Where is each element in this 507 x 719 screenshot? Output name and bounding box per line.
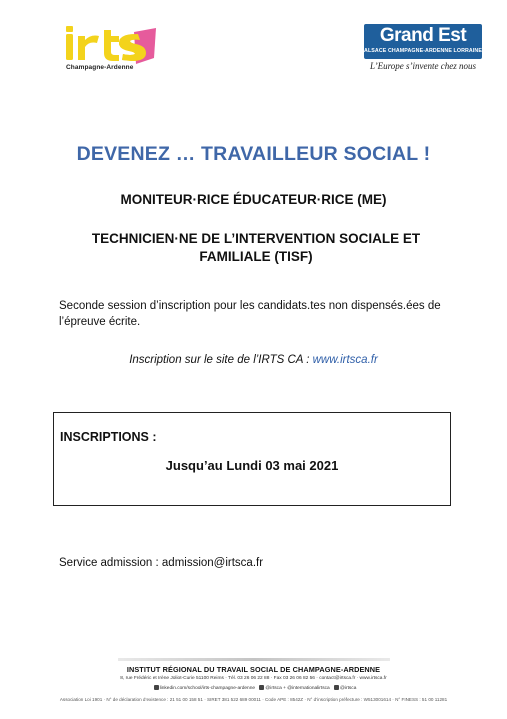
- grandest-region: ALSACE CHAMPAGNE-ARDENNE LORRAINE: [364, 48, 482, 54]
- inscriptions-box: [53, 412, 451, 506]
- footer-title: INSTITUT RÉGIONAL DU TRAVAIL SOCIAL DE CHAMPAGNE-ARDENNE: [126, 665, 381, 674]
- session-text: Seconde session d’inscription pour les candidats.tes non dispensés.ées de l’épreuve écrite.: [59, 300, 441, 328]
- footer-twitter-1[interactable]: @irtsca + @internationalirtsca: [265, 686, 330, 691]
- page-headline: DEVENEZ … TRAVAILLEUR SOCIAL !: [76, 143, 431, 165]
- inscription-prefix: Inscription sur le site de l’IRTS CA :: [129, 354, 313, 366]
- footer-legal: Association Loi 1901 · N° de déclaration d’existence : 21 51 00 158 51 · SIRET 381 522 689 00011 · Code APE : 8542Z · N° d’inscription préfecture : W513001614 · N° FINESS : 51 00 11281: [59, 697, 448, 702]
- footer-social: [0, 685, 507, 691]
- inscription-line: [0, 354, 507, 366]
- inscriptions-deadline: Jusqu’au Lundi 03 mai 2021: [165, 458, 339, 473]
- footer-divider: [118, 658, 390, 661]
- footer-twitter-2[interactable]: @irtsca: [340, 686, 357, 691]
- website-link[interactable]: www.irtsca.fr: [312, 354, 378, 366]
- twitter-icon: [259, 685, 264, 690]
- grandest-tagline: L’Europe s’invente chez nous: [369, 61, 477, 71]
- grandest-logo: [364, 24, 482, 59]
- diploma-tisf: TECHNICIEN·NE DE L’INTERVENTION SOCIALE ET FAMILIALE (TISF): [91, 231, 421, 264]
- footer-linkedin[interactable]: linkedin.com/school/irts-champagne-ardenne: [159, 686, 256, 691]
- diploma-moniteur-educateur: MONITEUR·RICE ÉDUCATEUR·RICE (ME): [120, 192, 387, 207]
- inscriptions-label: INSCRIPTIONS :: [60, 430, 157, 444]
- instagram-icon: [334, 685, 339, 690]
- grandest-title: Grand Est: [379, 25, 467, 46]
- admission-contact: Service admission : admission@irtsca.fr: [59, 557, 264, 569]
- linkedin-icon: [154, 685, 159, 690]
- irts-subtitle: Champagne-Ardenne: [66, 64, 134, 71]
- footer-address: 8, rue Frédéric et Irène Joliot-Curie 51100 Reims · Tél. 03 26 06 22 88 · Fax 03 26 06 82 56 · contact@irtsca.fr · www.irtsca.fr: [120, 676, 387, 681]
